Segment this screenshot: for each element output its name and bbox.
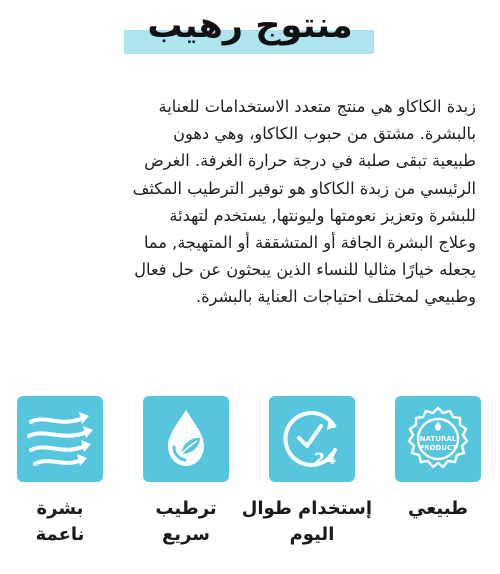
description-line: بالبشرة. مشتق من حبوب الكاكاو، وهي دهون: [173, 124, 476, 144]
description-line: وطبيعي لمختلف احتياجات العناية بالبشرة.: [196, 287, 476, 307]
feature-caption-line2: ناعمة: [35, 524, 85, 545]
feature-hydration: [126, 396, 246, 548]
natural-product-badge-icon: [403, 404, 473, 474]
badge-text-line2: PRODUCT: [419, 444, 457, 452]
description-line: وعلاج البشرة الجافة أو المتشققة أو المتهيجة, مما: [143, 233, 476, 253]
page-title: منتوج رهيب: [147, 6, 353, 46]
feature-all-day: [241, 396, 372, 548]
feature-caption-line1: طبيعي: [407, 498, 469, 519]
feature-tile: [269, 396, 355, 482]
feature-caption: [378, 496, 498, 522]
feature-caption: [241, 496, 372, 548]
feature-smooth-skin: [0, 396, 120, 548]
feature-caption-line1: إستخدام طوال: [241, 498, 372, 519]
feature-list: [0, 396, 500, 566]
feature-tile: [143, 396, 229, 482]
feature-natural: [378, 396, 498, 522]
feature-caption-line1: بشرة: [36, 498, 84, 519]
description-line: للبشرة وتعزيز نعومتها وليونتها, يستخدم لتهدئة: [169, 205, 476, 225]
feature-caption-line1: ترطيب: [155, 498, 217, 519]
badge-text-line1: NATURAL: [419, 435, 457, 443]
24-hour-clock-icon: [277, 404, 347, 474]
feature-tile: [17, 396, 103, 482]
feature-caption: [0, 496, 120, 548]
product-description: [24, 93, 476, 311]
feature-tile: [395, 396, 481, 482]
clock-number: 24: [313, 449, 337, 468]
feature-caption: [126, 496, 246, 548]
description-line: الرئيسي من زبدة الكاكاو هو توفير الترطيب المكثف: [132, 178, 476, 198]
feature-caption-line2: اليوم: [289, 524, 335, 545]
smooth-flow-arrows-icon: [25, 404, 95, 474]
water-drop-leaf-icon: [151, 404, 221, 474]
description-line: طبيعية تبقى صلبة في درجة حرارة الغرفة. الغرض: [144, 151, 476, 171]
feature-caption-line2: سريع: [162, 524, 210, 545]
description-line: يجعله خيارًا مثاليا للنساء الذين يبحثون عن حل فعال: [134, 260, 476, 280]
description-line: زبدة الكاكاو هي منتج متعدد الاستخدامات للعناية: [158, 97, 476, 116]
